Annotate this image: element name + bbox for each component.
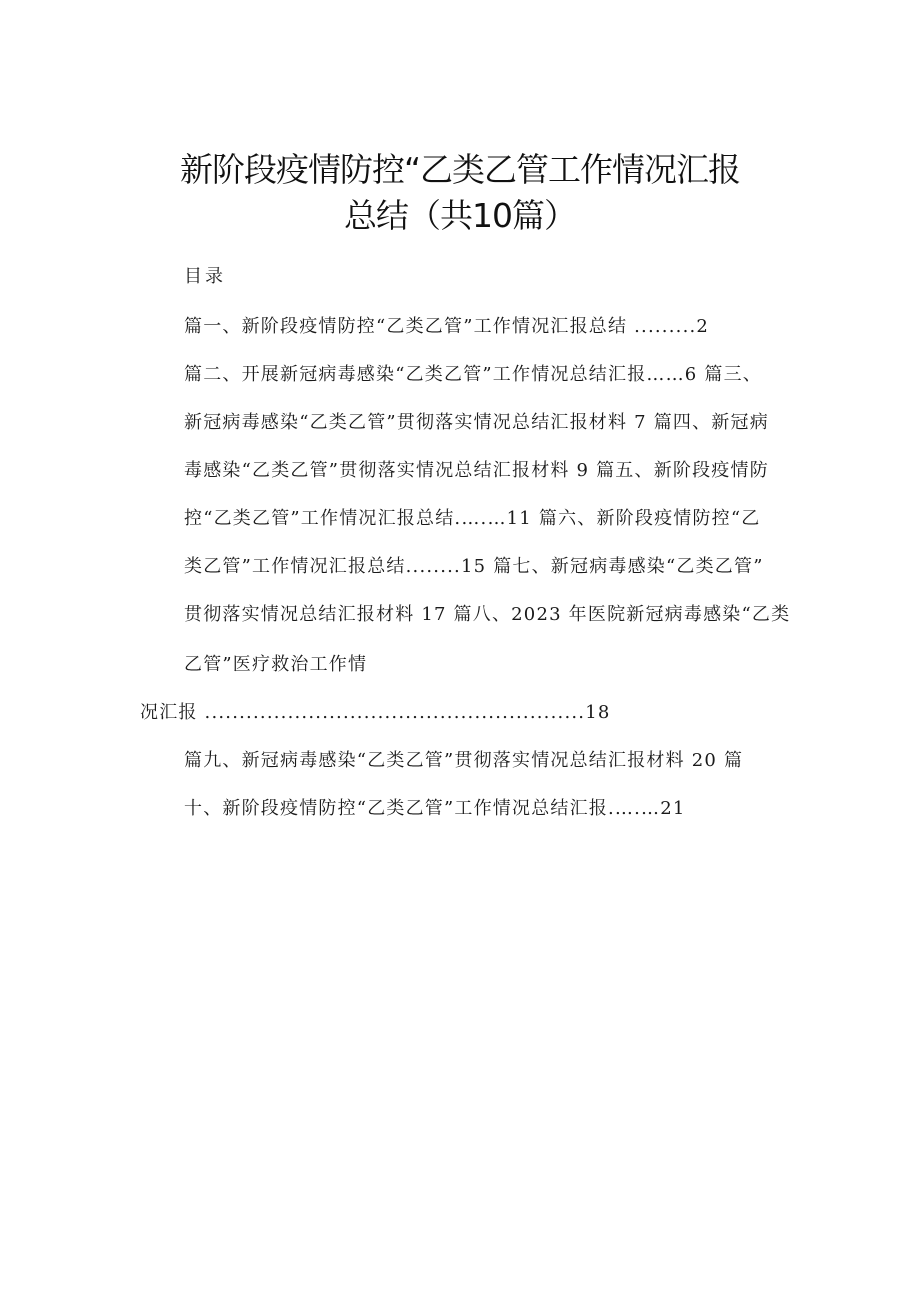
toc-line: 篇九、新冠病毒感染“乙类乙管”贯彻落实情况总结汇报材料 20 篇	[184, 750, 744, 771]
toc-heading: 目录	[184, 266, 226, 287]
toc-line: 贯彻落实情况总结汇报材料 17 篇八、2023 年医院新冠病毒感染“乙类	[184, 604, 791, 625]
toc-line: 篇一、新阶段疫情防控“乙类乙管”工作情况汇报总结 .........2	[184, 316, 710, 337]
toc-line: 乙管”医疗救治工作情	[184, 654, 368, 675]
toc-line: 控“乙类乙管”工作情况汇报总结.….…11 篇六、新阶段疫情防控“乙	[184, 508, 761, 529]
document-title-line-1: 新阶段疫情防控“乙类乙管工作情况汇报	[179, 150, 741, 189]
toc-line: 十、新阶段疫情防控“乙类乙管”工作情况总结汇报.….…21	[184, 798, 686, 819]
toc-line: 毒感染“乙类乙管”贯彻落实情况总结汇报材料 9 篇五、新阶段疫情防	[184, 460, 769, 481]
toc-line: 篇二、开展新冠病毒感染“乙类乙管”工作情况总结汇报……6 篇三、	[184, 364, 762, 385]
toc-line: 新冠病毒感染“乙类乙管”贯彻落实情况总结汇报材料 7 篇四、新冠病	[184, 412, 769, 433]
toc-line: 类乙管”工作情况汇报总结........15 篇七、新冠病毒感染“乙类乙管”	[184, 556, 764, 577]
toc-line: 况汇报 .......................................................18	[140, 702, 611, 723]
document-title-line-2: 总结（共10篇）	[344, 196, 576, 235]
